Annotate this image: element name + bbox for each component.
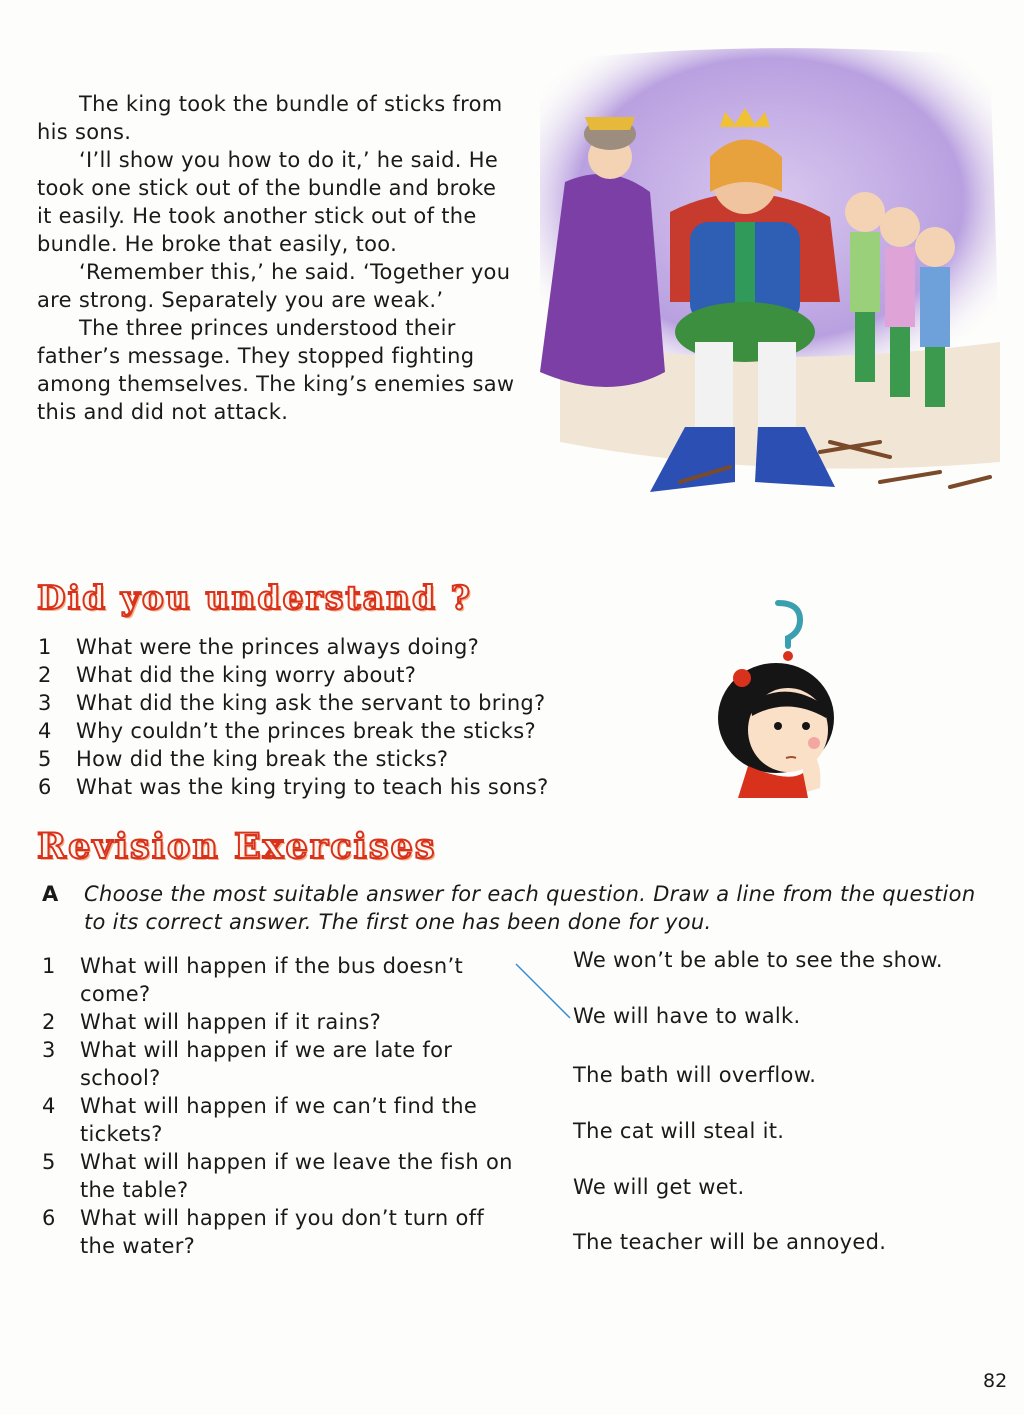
list-item [38,745,549,773]
thinking-girl-illustration [708,598,838,798]
answer-item: We won’t be able to see the show. [573,948,943,972]
list-item [42,1204,522,1260]
story-text [37,90,517,426]
question-text: What did the king worry about? [76,663,417,687]
question-number: 6 [42,1206,56,1230]
question-text: What did the king ask the servant to bring? [76,691,546,715]
list-item [38,689,549,717]
question-number: 3 [38,691,52,715]
matching-questions [42,952,522,1260]
question-number: 5 [42,1150,56,1174]
question-text: What will happen if we can’t find the tickets? [80,1094,478,1146]
section-heading-revision-exercises: Revision Exercises [37,826,437,867]
list-item [38,773,549,801]
question-text: Why couldn’t the princes break the sticks? [76,719,536,743]
question-number: 3 [42,1038,56,1062]
question-text: What will happen if we leave the fish on the table? [80,1150,513,1202]
question-number: 2 [38,663,52,687]
question-number: 1 [38,635,52,659]
answer-item: We will have to walk. [573,1004,801,1028]
question-number: 6 [38,775,52,799]
section-heading-did-you-understand: Did you understand ? [37,578,472,617]
question-number: 1 [42,954,56,978]
question-text: What was the king trying to teach his sons? [76,775,549,799]
comprehension-questions [38,633,549,801]
story-paragraph: The king took the bundle of sticks from his sons. [37,92,503,144]
answer-item: The cat will steal it. [573,1119,785,1143]
question-text: What will happen if we are late for school? [80,1038,453,1090]
king-and-princes-illustration [520,42,1010,512]
list-item [38,633,549,661]
question-text: What will happen if you don’t turn off the water? [80,1206,485,1258]
exercise-letter: A [42,882,59,906]
list-item [38,717,549,745]
list-item [38,661,549,689]
list-item [42,1092,522,1148]
list-item [42,1008,522,1036]
question-text: How did the king break the sticks? [76,747,449,771]
answer-item: The bath will overflow. [573,1063,817,1087]
story-paragraph: ‘I’ll show you how to do it,’ he said. He took one stick out of the bundle and broke it easily. He took another stick out of the bundle. He broke that easily, too. [37,148,499,256]
answer-item: We will get wet. [573,1175,745,1199]
question-number: 5 [38,747,52,771]
list-item [42,952,522,1008]
story-paragraph: The three princes understood their father’s message. They stopped fighting among themselves. The king’s enemies saw this and did not attack. [37,316,515,424]
question-text: What will happen if it rains? [80,1010,382,1034]
question-text: What were the princes always doing? [76,635,480,659]
list-item [42,1148,522,1204]
question-number: 4 [42,1094,56,1118]
question-text: What will happen if the bus doesn’t come? [80,954,464,1006]
answer-item: The teacher will be annoyed. [573,1230,887,1254]
exercise-instruction [42,880,1002,936]
page-number: 82 [983,1370,1008,1392]
question-number: 2 [42,1010,56,1034]
example-connecting-line [512,960,572,1020]
list-item [42,1036,522,1092]
story-paragraph: ‘Remember this,’ he said. ‘Together you are strong. Separately you are weak.’ [37,260,511,312]
instruction-text: Choose the most suitable answer for each question. Draw a line from the question to its correct answer. The first one has been done for you. [84,882,976,934]
question-number: 4 [38,719,52,743]
